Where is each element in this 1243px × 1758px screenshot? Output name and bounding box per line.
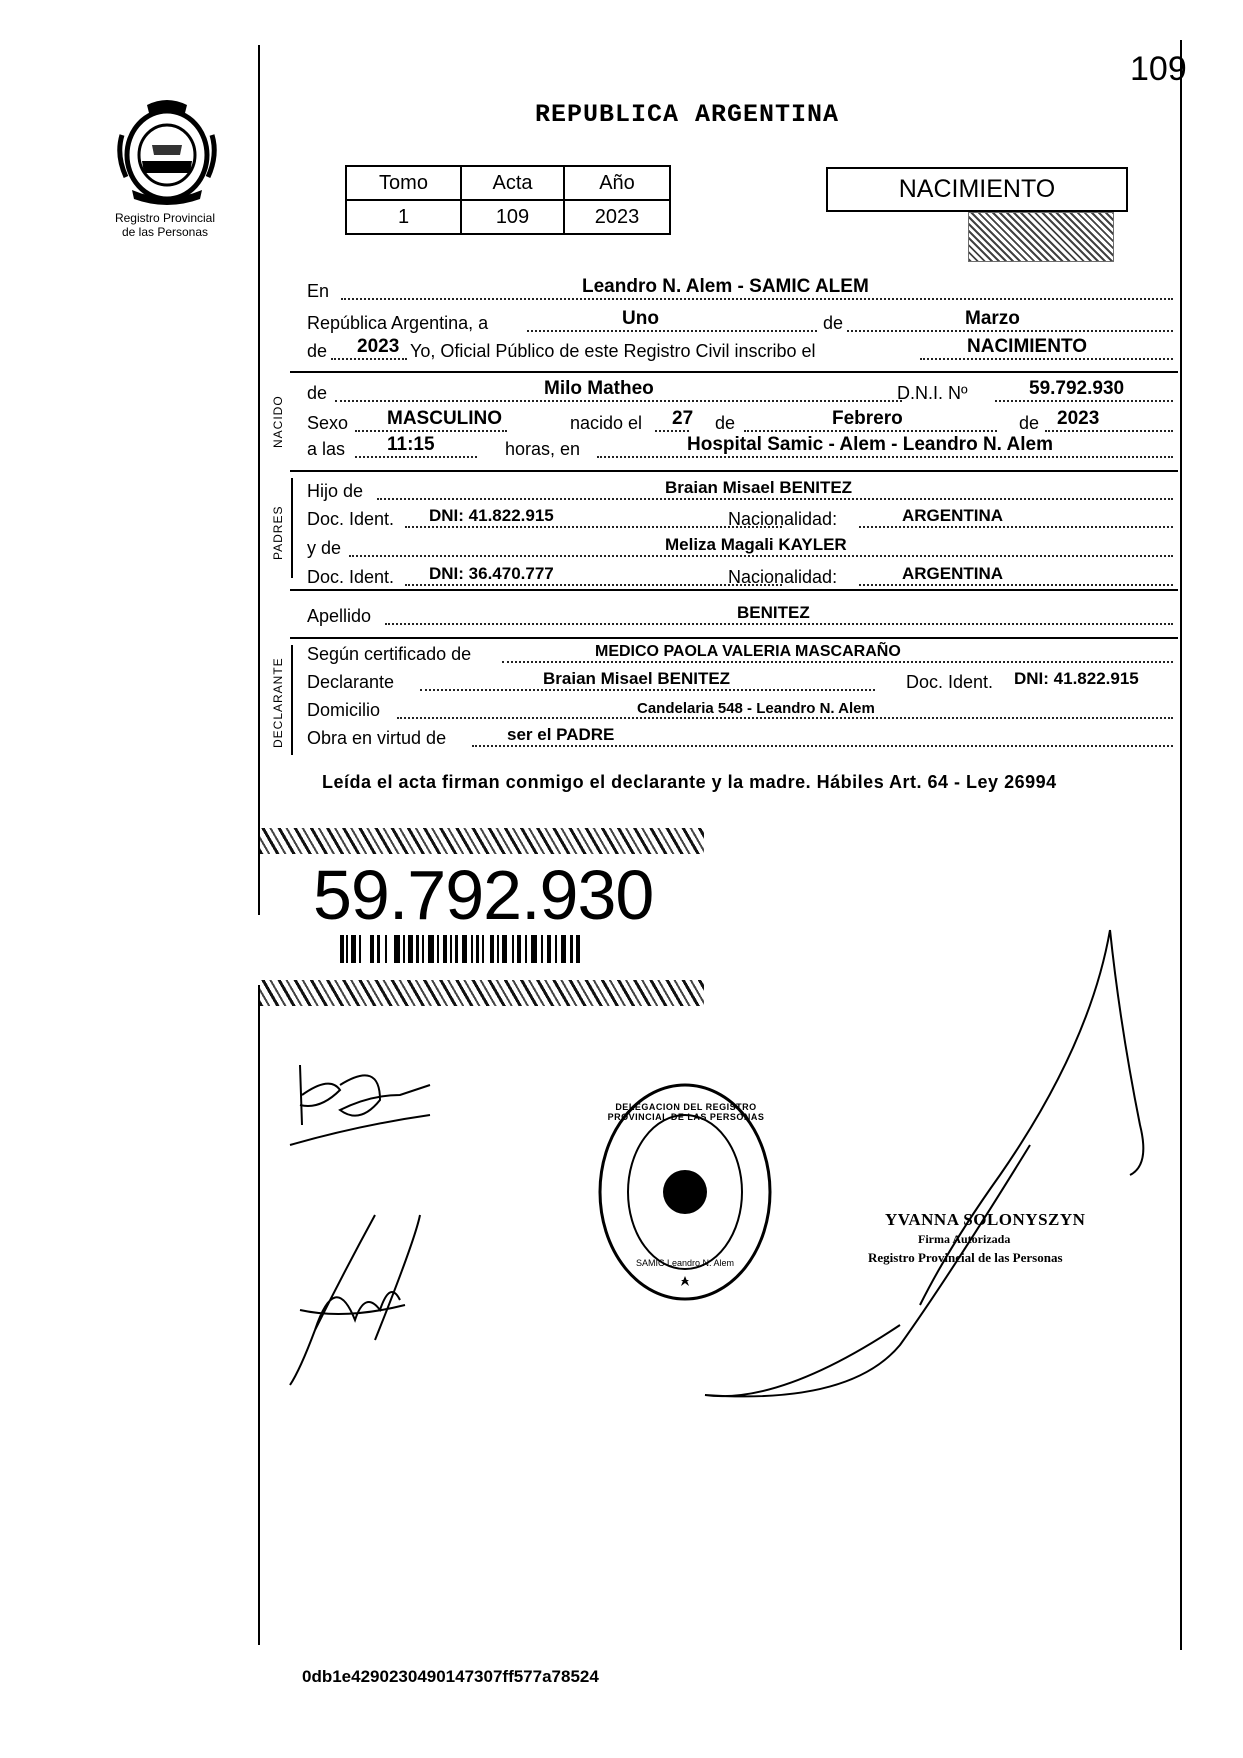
label-nac-madre: Nacionalidad: [728, 567, 838, 587]
value-lugar: Leandro N. Alem - SAMIC ALEM [582, 276, 869, 297]
value-certificado: MEDICO PAOLA VALERIA MASCARAÑO [595, 643, 901, 660]
value-dia-nac: 27 [672, 408, 694, 429]
label-de-nac2: de [1019, 413, 1040, 433]
label-republica: República Argentina, a [307, 313, 489, 333]
row-nacido-hora [307, 436, 1177, 464]
footer-hash: 0db1e4290230490147307ff577a78524 [302, 1667, 599, 1686]
label-en: En [307, 281, 330, 301]
table-header-anio: Año [564, 166, 670, 200]
value-apellido: BENITEZ [737, 603, 810, 622]
label-de2: de [307, 341, 328, 361]
right-margin-line [1180, 40, 1182, 1650]
label-de: de [823, 313, 844, 333]
row-madre-doc [307, 564, 1177, 592]
row-nacido-nombre [307, 380, 1177, 408]
logo-caption [100, 211, 230, 239]
separator-2 [290, 470, 1178, 472]
label-de-nac: de [715, 413, 736, 433]
label-certificado: Según certificado de [307, 644, 472, 664]
row-en [307, 278, 1177, 306]
stamp-number: 59.792.930 [313, 856, 654, 934]
value-dia: Uno [622, 308, 659, 329]
section-label-nacido: NACIDO [271, 395, 285, 448]
security-band-bottom [260, 980, 704, 1006]
label-oficial: Yo, Oficial Público de este Registro Civil inscribo el [410, 341, 816, 361]
page-number: 109 [1130, 50, 1187, 88]
document-title: REPUBLICA ARGENTINA [535, 100, 840, 129]
row-padre-doc [307, 506, 1177, 534]
value-padre-nac: ARGENTINA [902, 506, 1004, 525]
value-nombre: Milo Matheo [544, 378, 654, 399]
label-sexo: Sexo [307, 413, 349, 433]
value-mes-nac: Febrero [832, 408, 903, 429]
row-y-de [307, 535, 1177, 563]
value-mes: Marzo [965, 308, 1020, 329]
label-domicilio: Domicilio [307, 700, 381, 720]
left-margin-line-lower [258, 985, 260, 1645]
value-sexo: MASCULINO [387, 408, 503, 429]
table-value-anio: 2023 [564, 200, 670, 234]
label-alas: a las [307, 439, 346, 459]
label-horas-en: horas, en [505, 439, 581, 459]
value-lugar-nac: Hospital Samic - Alem - Leandro N. Alem [687, 434, 1054, 455]
value-declarante: Braian Misael BENITEZ [543, 669, 731, 688]
row-obra [307, 725, 1177, 753]
seal-outer-text: DELEGACION DEL REGISTRO PROVINCIAL DE LAS PERSONAS [607, 1102, 765, 1122]
label-doc-madre: Doc. Ident. [307, 567, 395, 587]
seal-inner-text: SAMIC Leandro N. Alem [635, 1258, 735, 1268]
label-doc-padre: Doc. Ident. [307, 509, 395, 529]
row-oficial [307, 338, 1177, 366]
value-hora: 11:15 [387, 434, 435, 455]
logo-caption-line2: de las Personas [121, 225, 209, 239]
security-hologram [968, 212, 1114, 262]
label-y-de: y de [307, 538, 342, 558]
legal-text: Leída el acta firman conmigo el declarante y la madre. Hábiles Art. 64 - Ley 26994 [322, 772, 1057, 792]
section-label-padres: PADRES [271, 505, 285, 560]
label-apellido: Apellido [307, 606, 372, 626]
table-header-tomo: Tomo [346, 166, 461, 200]
label-declarante: Declarante [307, 672, 395, 692]
label-nacido-el: nacido el [570, 413, 643, 433]
label-obra: Obra en virtud de [307, 728, 447, 748]
left-margin-line [258, 45, 260, 915]
table-value-acta: 109 [461, 200, 564, 234]
label-hijo-de: Hijo de [307, 481, 364, 501]
value-doc-declarante: DNI: 41.822.915 [1014, 669, 1139, 688]
value-padre-doc: DNI: 41.822.915 [429, 506, 554, 525]
value-anio-nac: 2023 [1057, 408, 1100, 429]
signature-declarante-icon [280, 1055, 440, 1155]
row-republica [307, 310, 1177, 338]
authority-office: Registro Provincial de las Personas [868, 1250, 1063, 1265]
value-domicilio: Candelaria 548 - Leandro N. Alem [637, 700, 875, 717]
value-madre: Meliza Magali KAYLER [665, 535, 847, 554]
authority-role: Firma Autorizada [918, 1232, 1011, 1246]
security-band-top [260, 828, 704, 854]
value-anio: 2023 [357, 336, 400, 357]
table-value-tomo: 1 [346, 200, 461, 234]
authority-name: YVANNA SOLONYSZYN [885, 1210, 1086, 1229]
value-padre: Braian Misael BENITEZ [665, 478, 853, 497]
separator-4 [290, 637, 1178, 639]
separator-3 [290, 589, 1178, 591]
value-obra: ser el PADRE [507, 725, 615, 744]
section-label-declarante: DECLARANTE [271, 657, 285, 748]
separator-1 [290, 371, 1178, 373]
value-tipo: NACIMIENTO [967, 336, 1087, 357]
row-domicilio [307, 697, 1177, 725]
value-madre-nac: ARGENTINA [902, 564, 1004, 583]
logo-caption-line1: Registro Provincial [114, 211, 216, 225]
row-apellido [307, 603, 1177, 631]
label-de: de [307, 383, 328, 403]
value-dni: 59.792.930 [1029, 378, 1125, 399]
record-index-table [345, 165, 671, 235]
barcode-icon [340, 935, 580, 963]
value-madre-doc: DNI: 36.470.777 [429, 564, 554, 583]
province-logo-icon [112, 95, 222, 207]
row-declarante [307, 669, 1177, 697]
row-certificado [307, 641, 1177, 669]
signature-madre-icon [285, 1210, 435, 1390]
label-dni: D.N.I. Nº [897, 383, 968, 403]
table-header-acta: Acta [461, 166, 564, 200]
label-doc-declarante: Doc. Ident. [906, 672, 994, 692]
row-hijo-de [307, 478, 1177, 506]
record-type-box: NACIMIENTO [826, 167, 1128, 212]
label-nac-padre: Nacionalidad: [728, 509, 838, 529]
